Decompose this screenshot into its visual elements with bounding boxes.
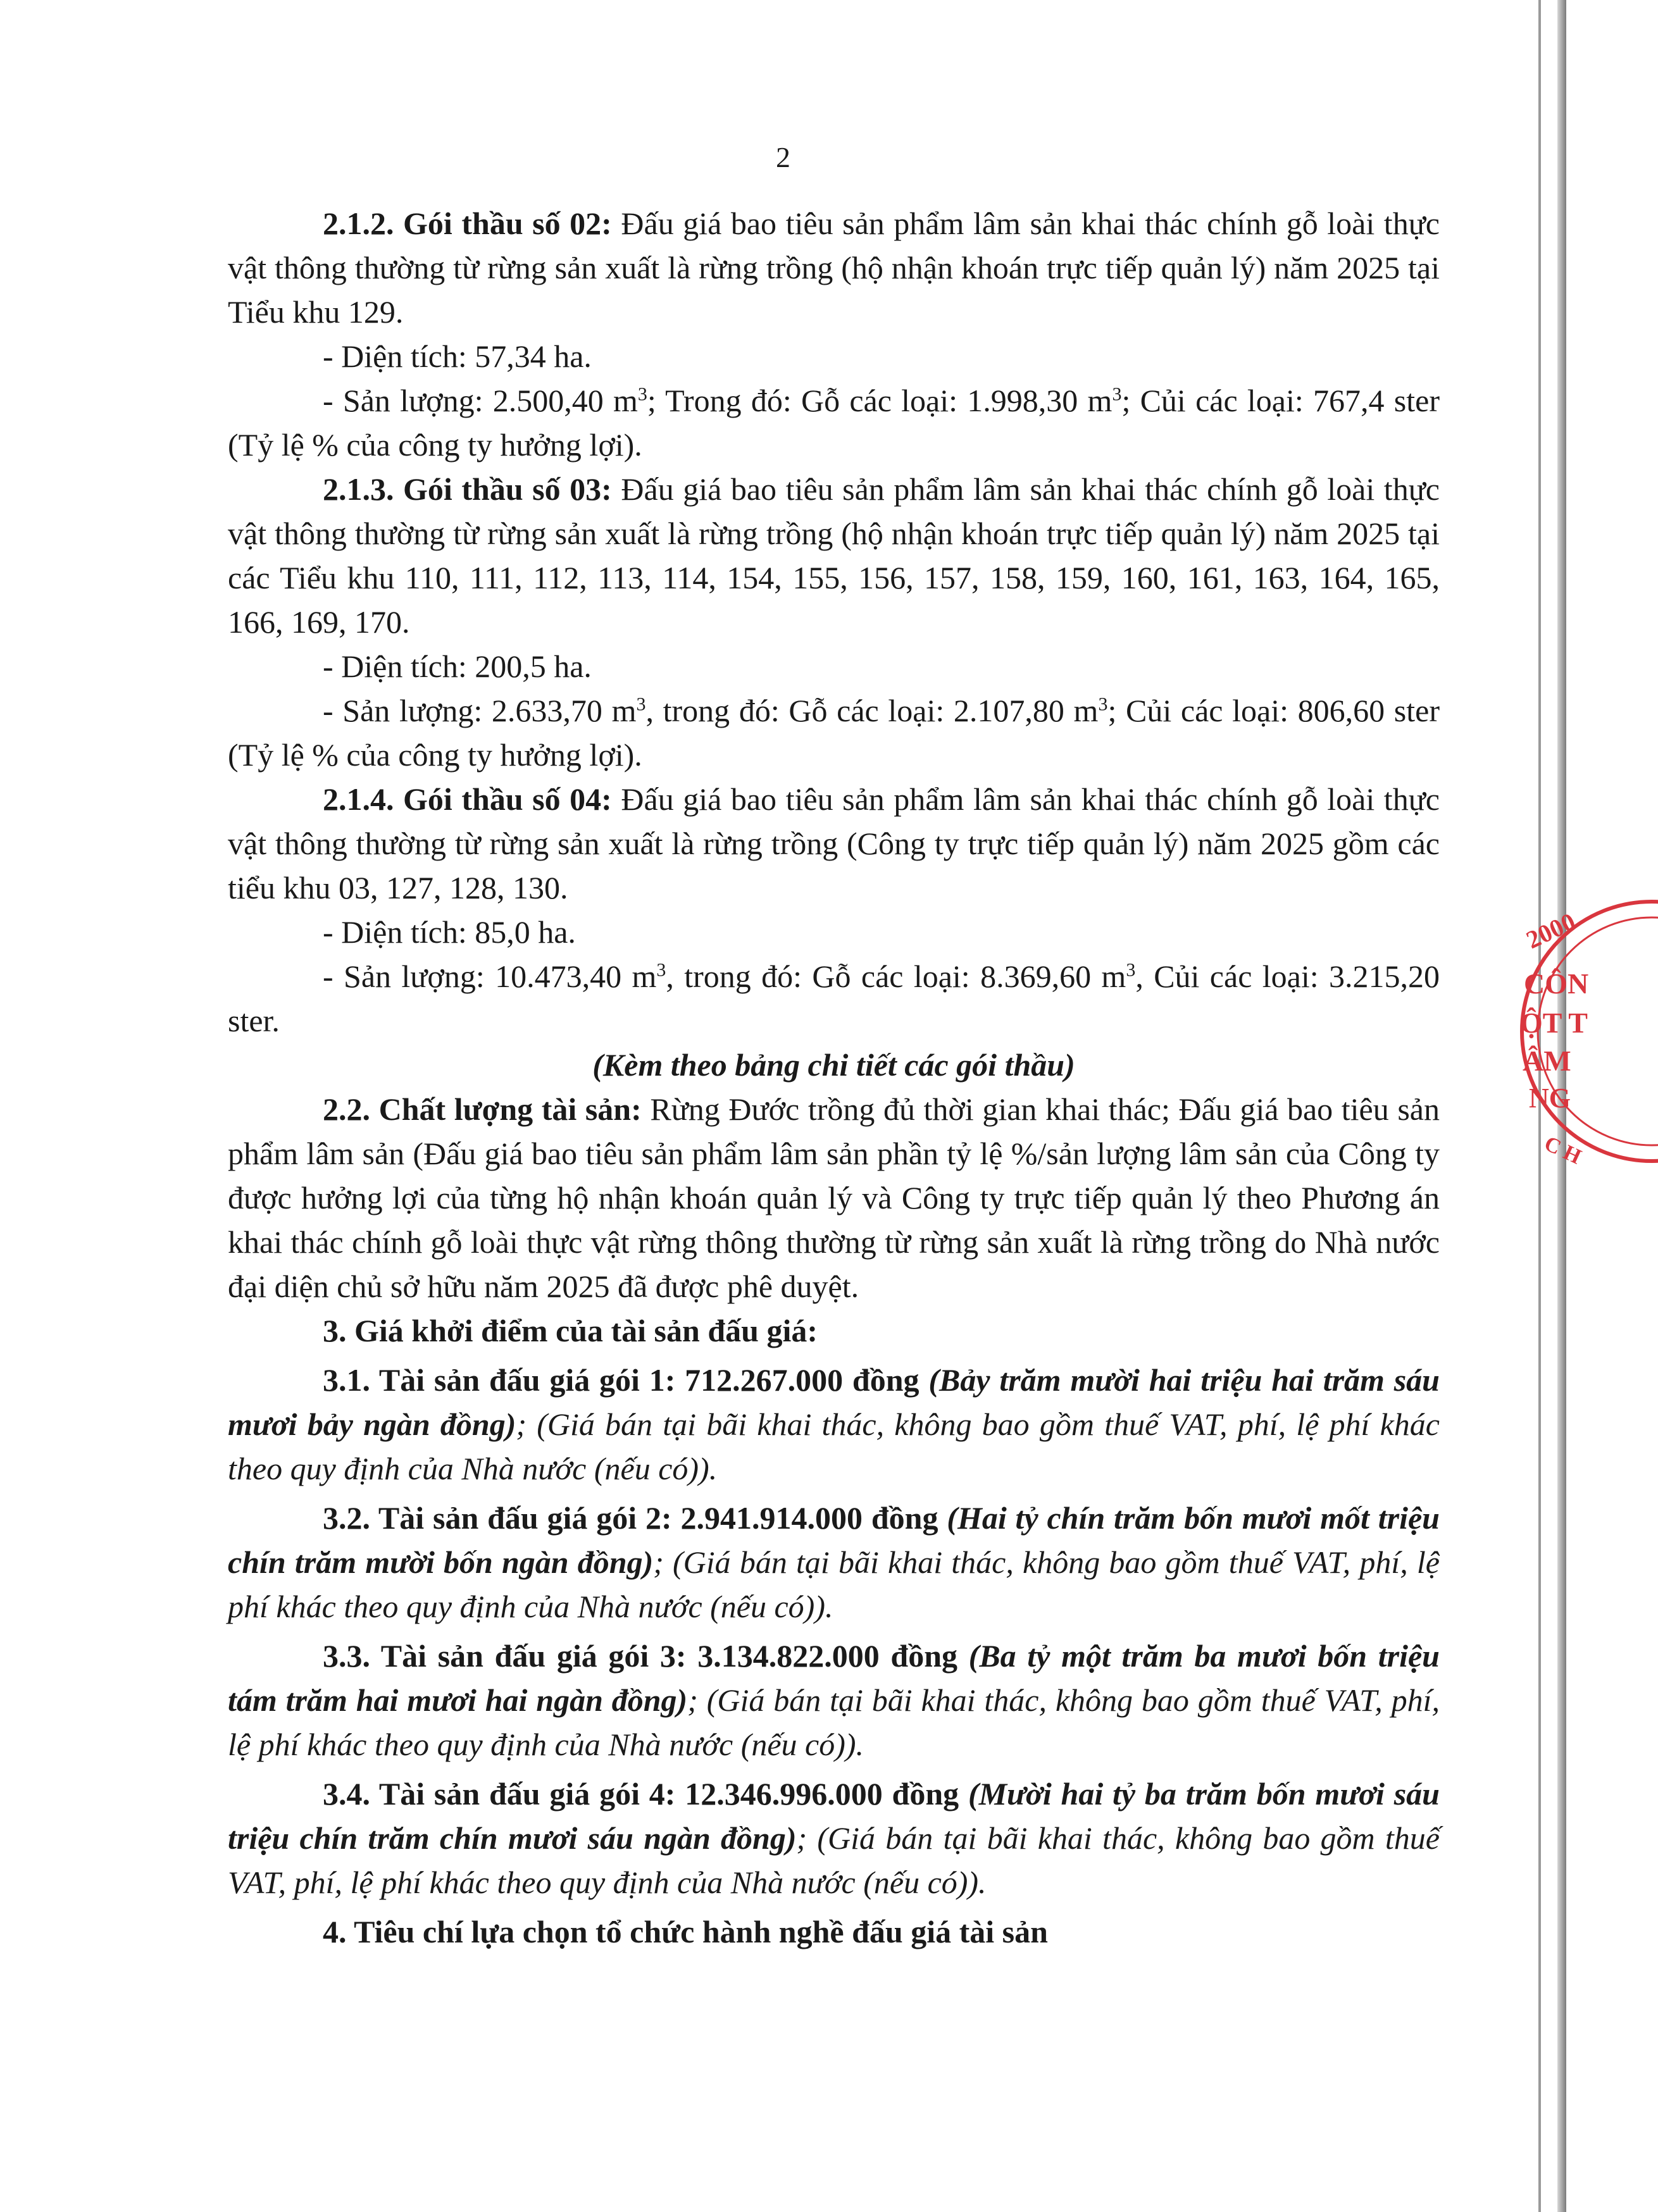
output-line: - Sản lượng: 2.500,40 $m^3$; Trong đó: Gỗ các loại: 1.998,30 $m^3$; Củi các loại: 767,4 ster (Tỷ lệ % của công ty hưởng lợi). bbox=[228, 383, 1440, 463]
section-2-1-3 bbox=[228, 467, 1440, 644]
section-4-heading: 4. Tiêu chí lựa chọn tổ chức hành nghề đấu giá tài sản bbox=[323, 1914, 1048, 1949]
stamp-text-fragment: CÔN bbox=[1524, 967, 1589, 1000]
stamp-text-fragment: 2000 bbox=[1521, 907, 1580, 955]
section-2-2 bbox=[228, 1087, 1440, 1308]
stamp-text-fragment: NG bbox=[1529, 1083, 1571, 1114]
section-heading: 2.1.2. Gói thầu số 02: bbox=[323, 206, 612, 241]
price-package-2: 3.2. Tài sản đấu giá gói 2: 2.941.914.000 đồng (Hai tỷ chín trăm bốn mươi mốt triệu chín trăm mười bốn ngàn đồng); (Giá bán tại bãi khai thác, không bao gồm thuế VAT, phí, lệ phí khác theo quy định của Nhà nước (nếu có)). bbox=[228, 1500, 1440, 1624]
stamp-text-fragment: C H bbox=[1540, 1131, 1585, 1169]
section-2-1-2 bbox=[228, 201, 1440, 334]
section-3-heading: 3. Giá khởi điểm của tài sản đấu giá: bbox=[323, 1313, 818, 1348]
stamp-text-fragment: ỘT T bbox=[1520, 1007, 1588, 1039]
area-line: - Diện tích: 200,5 ha. bbox=[323, 649, 592, 684]
output-line: - Sản lượng: 2.633,70 $m^3$, trong đó: Gỗ các loại: 2.107,80 $m^3$; Củi các loại: 806,60 ster (Tỷ lệ % của công ty hưởng lợi). bbox=[228, 693, 1440, 773]
section-2-1-4 bbox=[228, 777, 1440, 910]
price-package-3: 3.3. Tài sản đấu giá gói 3: 3.134.822.000 đồng (Ba tỷ một trăm ba mươi bốn triệu tám trăm hai mươi hai ngàn đồng); (Giá bán tại bãi khai thác, không bao gồm thuế VAT, phí, lệ phí khác theo quy định của Nhà nước (nếu có)). bbox=[228, 1638, 1440, 1762]
red-seal-stamp bbox=[1506, 898, 1658, 1169]
section-heading: 2.1.3. Gói thầu số 03: bbox=[323, 471, 612, 507]
attached-note: (Kèm theo bảng chi tiết các gói thầu) bbox=[592, 1047, 1075, 1083]
section-text: Đấu giá bao tiêu sản phẩm lâm sản khai thác chính gỗ loài thực vật thông thường từ rừng sản xuất là rừng trồng (hộ nhận khoán trực tiếp quản lý) năm 2025 tại Tiểu khu 129. bbox=[228, 206, 1440, 330]
price-package-1: 3.1. Tài sản đấu giá gói 1: 712.267.000 đồng (Bảy trăm mười hai triệu hai trăm sáu mươi bảy ngàn đồng); (Giá bán tại bãi khai thác, không bao gồm thuế VAT, phí, lệ phí khác theo quy định của Nhà nước (nếu có)). bbox=[228, 1362, 1440, 1486]
output-line: - Sản lượng: 10.473,40 $m^3$, trong đó: Gỗ các loại: 8.369,60 $m^3$, Củi các loại: 3.215,20 ster. bbox=[228, 959, 1440, 1038]
document-body bbox=[228, 201, 1440, 1954]
stamp-text-fragment: ÂM bbox=[1523, 1045, 1571, 1077]
price-package-4: 3.4. Tài sản đấu giá gói 4: 12.346.996.000 đồng (Mười hai tỷ ba trăm bốn mươi sáu triệu chín trăm chín mươi sáu ngàn đồng); (Giá bán tại bãi khai thác, không bao gồm thuế VAT, phí, lệ phí khác theo quy định của Nhà nước (nếu có)). bbox=[228, 1776, 1440, 1900]
section-text: Đấu giá bao tiêu sản phẩm lâm sản khai thác chính gỗ loài thực vật thông thường từ rừng sản xuất là rừng trồng (hộ nhận khoán trực tiếp quản lý) năm 2025 tại các Tiểu khu 110, 111, 112, 113, 114, 154, 155, 156, 157, 158, 159, 160, 161, 163, 164, 165, 166, 169, 170. bbox=[228, 471, 1440, 640]
section-text: Đấu giá bao tiêu sản phẩm lâm sản khai thác chính gỗ loài thực vật thông thường từ rừng sản xuất là rừng trồng (Công ty trực tiếp quản lý) năm 2025 gồm các tiểu khu 03, 127, 128, 130. bbox=[228, 781, 1440, 905]
section-heading: 2.2. Chất lượng tài sản: bbox=[323, 1091, 642, 1127]
page-number: 2 bbox=[776, 141, 790, 173]
section-text: Rừng Đước trồng đủ thời gian khai thác; Đấu giá bao tiêu sản phẩm lâm sản (Đấu giá bao tiêu sản phẩm lâm sản phần tỷ lệ %/sản lượng lâm sản của Công ty được hưởng lợi của từng hộ nhận khoán quản lý và Công ty trực tiếp quản lý theo Phương án khai thác chính gỗ loài thực vật rừng thông thường từ rừng sản xuất là rừng trồng do Nhà nước đại diện chủ sở hữu năm 2025 đã được phê duyệt. bbox=[228, 1091, 1440, 1304]
area-line: - Diện tích: 57,34 ha. bbox=[323, 339, 592, 374]
section-heading: 2.1.4. Gói thầu số 04: bbox=[323, 781, 612, 817]
area-line: - Diện tích: 85,0 ha. bbox=[323, 914, 576, 950]
